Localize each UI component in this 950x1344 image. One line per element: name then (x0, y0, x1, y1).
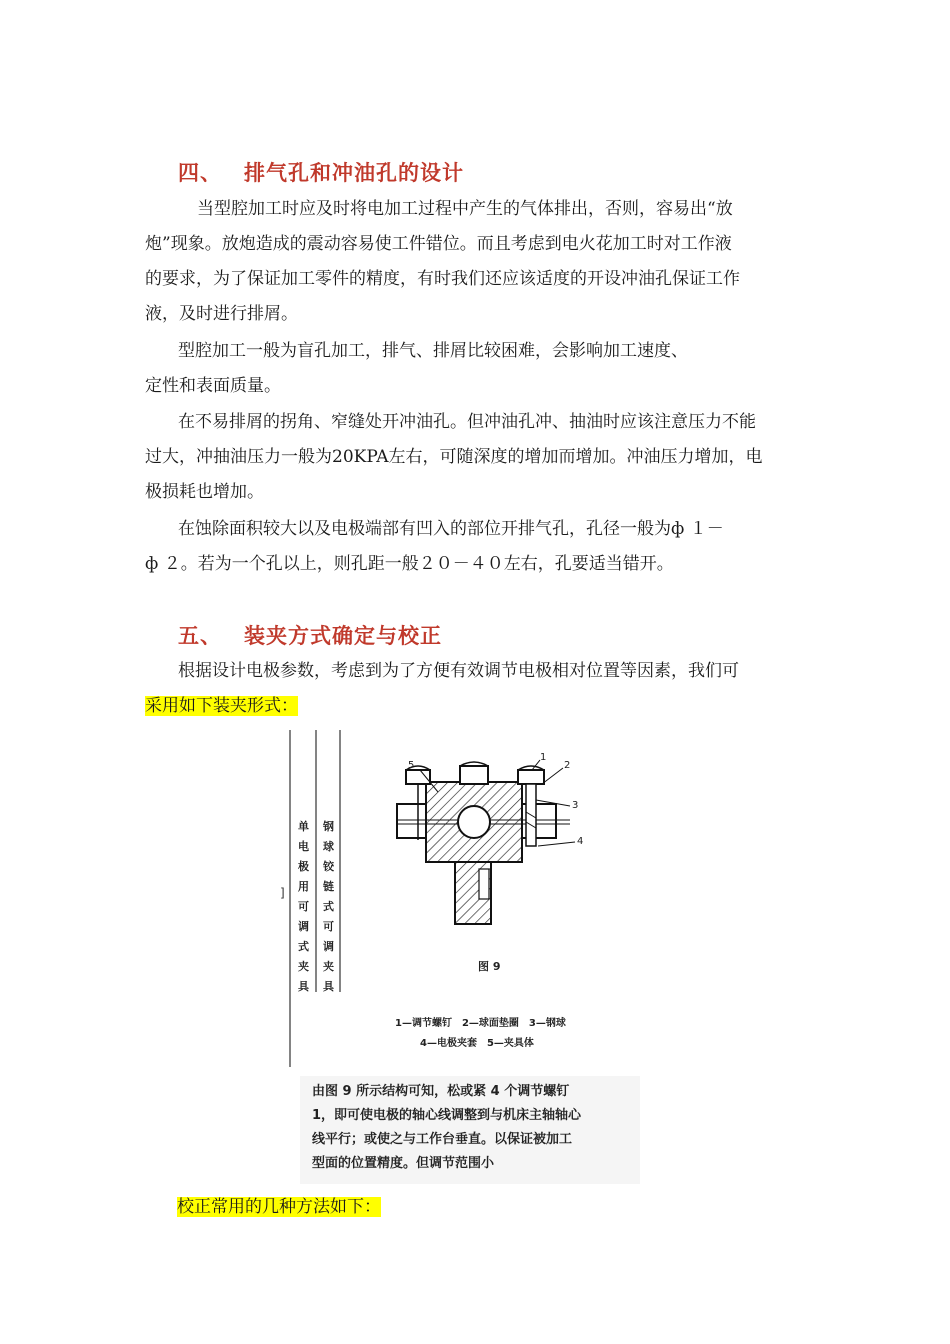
caption-line: 线平行；或使之与工作台垂直。以保证被加工 (312, 1132, 573, 1147)
figure-left-label: 单电极用可调式夹具 (298, 820, 309, 993)
section-4-heading (178, 157, 464, 187)
paragraph-line: 液，及时进行排屑。 (145, 304, 298, 324)
paragraph-line: 当型腔加工时应及时将电加工过程中产生的气体排出，否则，容易出“放 (197, 199, 733, 219)
paragraph-line: 过大，冲抽油压力一般为20KPA左右，可随深度的增加而增加。冲油压力增加，电 (145, 447, 763, 467)
callout-label: 4 (577, 836, 584, 847)
callout-label: 5 (408, 760, 415, 771)
svg-text:]: ] (280, 886, 285, 900)
paragraph-line: 定性和表面质量。 (145, 376, 281, 396)
section-4-paragraph-4 (145, 512, 810, 582)
section-4-paragraph-2 (145, 334, 810, 404)
figure-caption (300, 1076, 640, 1184)
figure-number: 图 9 (478, 960, 501, 973)
figure-legend-line: 4—电极夹套 5—夹具体 (420, 1038, 534, 1049)
paragraph-line: ф ２。若为一个孔以上，则孔距一般２０－４０左右，孔要适当错开。 (145, 554, 674, 574)
correction-methods-line (177, 1192, 381, 1222)
fixture-drawing (270, 722, 640, 1067)
caption-line: 型面的位置精度。但调节范围小 (312, 1156, 495, 1171)
paragraph-line: 的要求，为了保证加工零件的精度，有时我们还应该适度的开设冲油孔保证工作 (145, 269, 740, 289)
section-4-paragraph-1 (145, 192, 810, 332)
section-4-number: 四、 (178, 161, 222, 185)
callout-label: 3 (572, 800, 579, 811)
caption-line: 1，即可使电极的轴心线调整到与机床主轴轴心 (312, 1108, 582, 1123)
figure-right-label: 钢球铰链式可调夹具 (323, 820, 334, 993)
section-5-heading (178, 620, 442, 650)
section-5-number: 五、 (178, 624, 222, 648)
highlighted-text: 采用如下装夹形式： (145, 696, 298, 716)
paragraph-line: 型腔加工一般为盲孔加工，排气、排屑比较困难，会影响加工速度、 (178, 341, 688, 361)
callout-label: 1 (540, 752, 547, 763)
section-4-paragraph-3 (145, 405, 810, 510)
figure-legend-line: 1—调节螺钉 2—球面垫圈 3—钢球 (395, 1018, 566, 1029)
paragraph-line: 在蚀除面积较大以及电极端部有凹入的部位开排气孔，孔径一般为ф １－ (178, 519, 724, 539)
section-5-title: 装夹方式确定与校正 (244, 624, 442, 648)
fixture-body (397, 762, 570, 924)
fixture-figure (270, 722, 640, 1067)
callout-label: 2 (564, 760, 571, 771)
caption-line: 由图 9 所示结构可知，松或紧 4 个调节螺钉 (312, 1084, 570, 1099)
paragraph-line: 在不易排屑的拐角、窄缝处开冲油孔。但冲油孔冲、抽油时应该注意压力不能 (178, 412, 756, 432)
paragraph-line: 根据设计电极参数，考虑到为了方便有效调节电极相对位置等因素，我们可 (178, 661, 739, 681)
paragraph-line: 炮”现象。放炮造成的震动容易使工件错位。而且考虑到电火花加工时对工作液 (145, 234, 732, 254)
section-5-paragraph-1 (145, 654, 810, 724)
highlighted-text: 校正常用的几种方法如下： (177, 1197, 381, 1217)
paragraph-line (145, 689, 810, 724)
paragraph-line: 极损耗也增加。 (145, 482, 264, 502)
section-4-title: 排气孔和冲油孔的设计 (244, 161, 464, 185)
